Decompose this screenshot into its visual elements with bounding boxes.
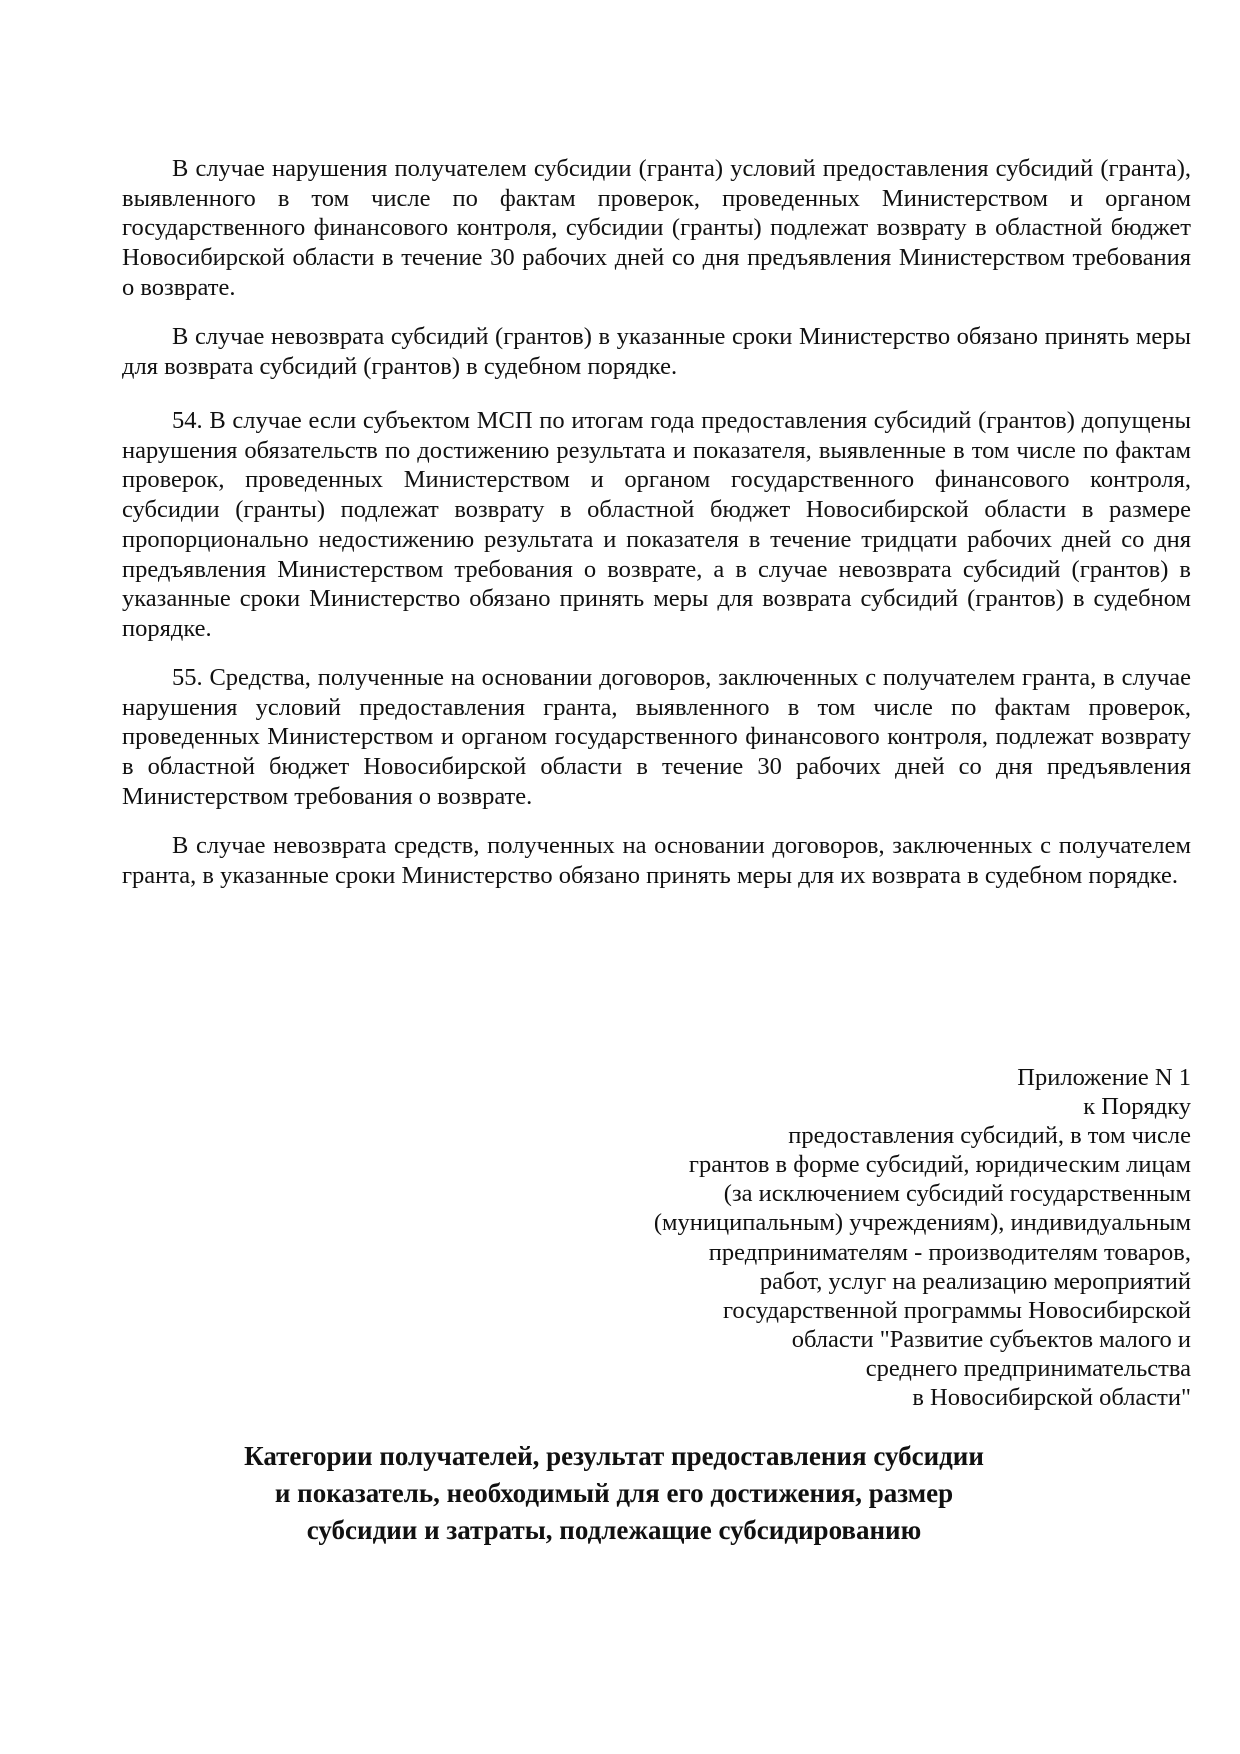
appendix-header [491,1063,1191,1412]
paragraph-54: 54. В случае если субъектом МСП по итогам года предоставления субсидий (грантов) допущены нарушения обязательств по достижению результата и показателя, выявленные в том числе по фактам проверок, проведенных Министерством и органом государственного финансового контроля, субсидии (гранты) подлежат возврату в областной бюджет Новосибирской области в размере пропорционально недостижению результата и показателя в течение тридцати рабочих дней со дня предъявления Министерством требования о возврате, а в случае невозврата субсидий (грантов) в указанные сроки Министерство обязано принять меры для возврата субсидий (грантов) в судебном порядке. [122,407,1191,642]
appendix-line: работ, услуг на реализацию мероприятий [759,1267,1191,1295]
appendix-line: среднего предпринимательства [865,1354,1191,1382]
appendix-line: (муниципальным) учреждениям), индивидуальным [653,1209,1191,1237]
title-line: Категории получателей, результат предоставления субсидии [244,1441,984,1471]
section-title [122,1438,1191,1549]
appendix-line: государственной программы Новосибирской [722,1296,1191,1324]
appendix-line: Приложение N 1 [1017,1064,1191,1091]
paragraph-55: 55. Средства, полученные на основании договоров, заключенных с получателем гранта, в случае нарушения условий предоставления гранта, выявленного в том числе по фактам проверок, проведенных Министерством и органом государственного финансового контроля, подлежат возврату в областной бюджет Новосибирской области в течение 30 рабочих дней со дня предъявления Министерством требования о возврате. [122,664,1191,810]
appendix-line: предоставления субсидий, в том числе [788,1122,1191,1150]
paragraph-non-return-funds: В случае невозврата средств, полученных на основании договоров, заключенных с получателем гранта, в указанные сроки Министерство обязано принять меры для их возврата в судебном порядке. [122,832,1191,889]
appendix-line: (за исключением субсидий государственным [723,1180,1191,1208]
paragraph-violation-return: В случае нарушения получателем субсидии (гранта) условий предоставления субсидий (гранта), выявленного в том числе по фактам проверок, проведенных Министерством и органом государственного финансового контроля, субсидии (гранты) подлежат возврату в областной бюджет Новосибирской области в течение 30 рабочих дней со дня предъявления Министерством требования о возврате. [122,155,1191,301]
appendix-line: грантов в форме субсидий, юридическим лицам [688,1151,1191,1179]
title-line: и показатель, необходимый для его достижения, размер [274,1478,954,1508]
appendix-line: области "Развитие субъектов малого и [791,1325,1191,1353]
appendix-line: в Новосибирской области" [912,1384,1191,1412]
appendix-line: к Порядку [1083,1093,1191,1121]
title-line: субсидии и затраты, подлежащие субсидированию [306,1515,922,1545]
paragraph-non-return-court: В случае невозврата субсидий (грантов) в указанные сроки Министерство обязано принять меры для возврата субсидий (грантов) в судебном порядке. [122,323,1191,380]
appendix-line: предпринимателям - производителям товаров, [708,1238,1191,1266]
